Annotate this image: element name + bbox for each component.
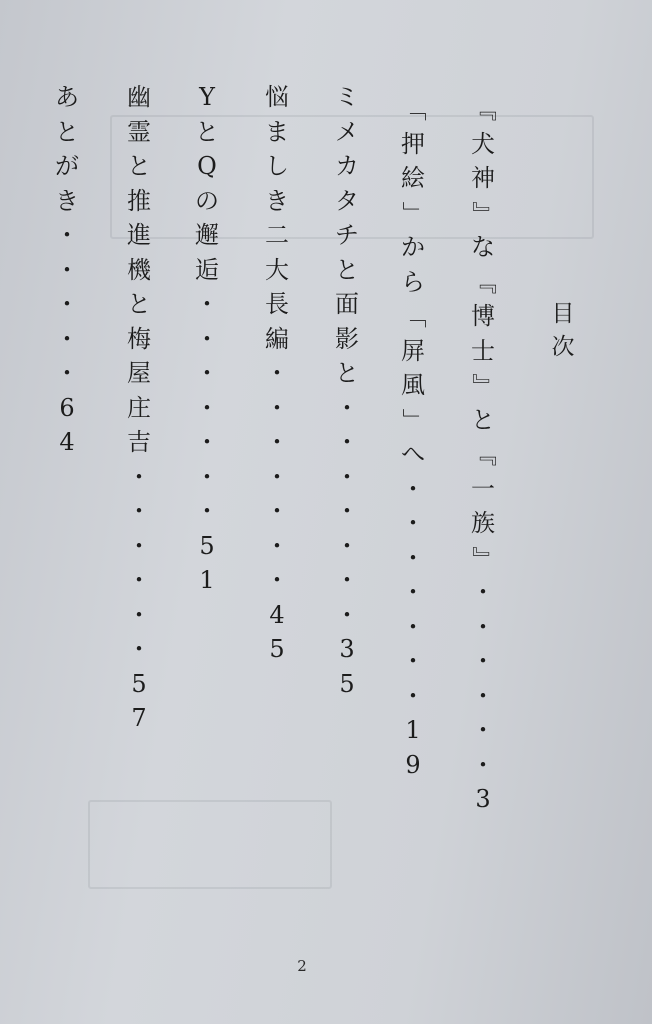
show-through-stamp xyxy=(88,800,332,889)
toc-entry: あ と が き ・ ・ ・ ・ ・ 6 4 xyxy=(55,83,79,456)
toc-entry: 幽 霊 と 推 進 機 と 梅 屋 庄 吉 ・ ・ ・ ・ ・ ・ 5 7 xyxy=(127,83,151,732)
toc-heading: 目 次 xyxy=(551,301,575,360)
toc-entry: ミ メ カ タ チ と 面 影 と ・ ・ ・ ・ ・ ・ ・ 3 5 xyxy=(335,83,359,698)
toc-entry: 「 押 絵 」 か ら 「 屏 風 」 へ ・ ・ ・ ・ ・ ・ ・ 1 9 xyxy=(399,97,428,779)
page-number: 2 xyxy=(297,957,307,975)
toc-entry: 悩 ま し き 二 大 長 編 ・ ・ ・ ・ ・ ・ ・ 4 5 xyxy=(265,83,289,663)
toc-entry: Y と Q の 邂 逅 ・ ・ ・ ・ ・ ・ ・ 5 1 xyxy=(195,83,219,594)
toc-entry: 『 犬 神 』 な 『 博 士 』 と 『 一 族 』 ・ ・ ・ ・ ・ ・ 3 xyxy=(469,97,498,813)
